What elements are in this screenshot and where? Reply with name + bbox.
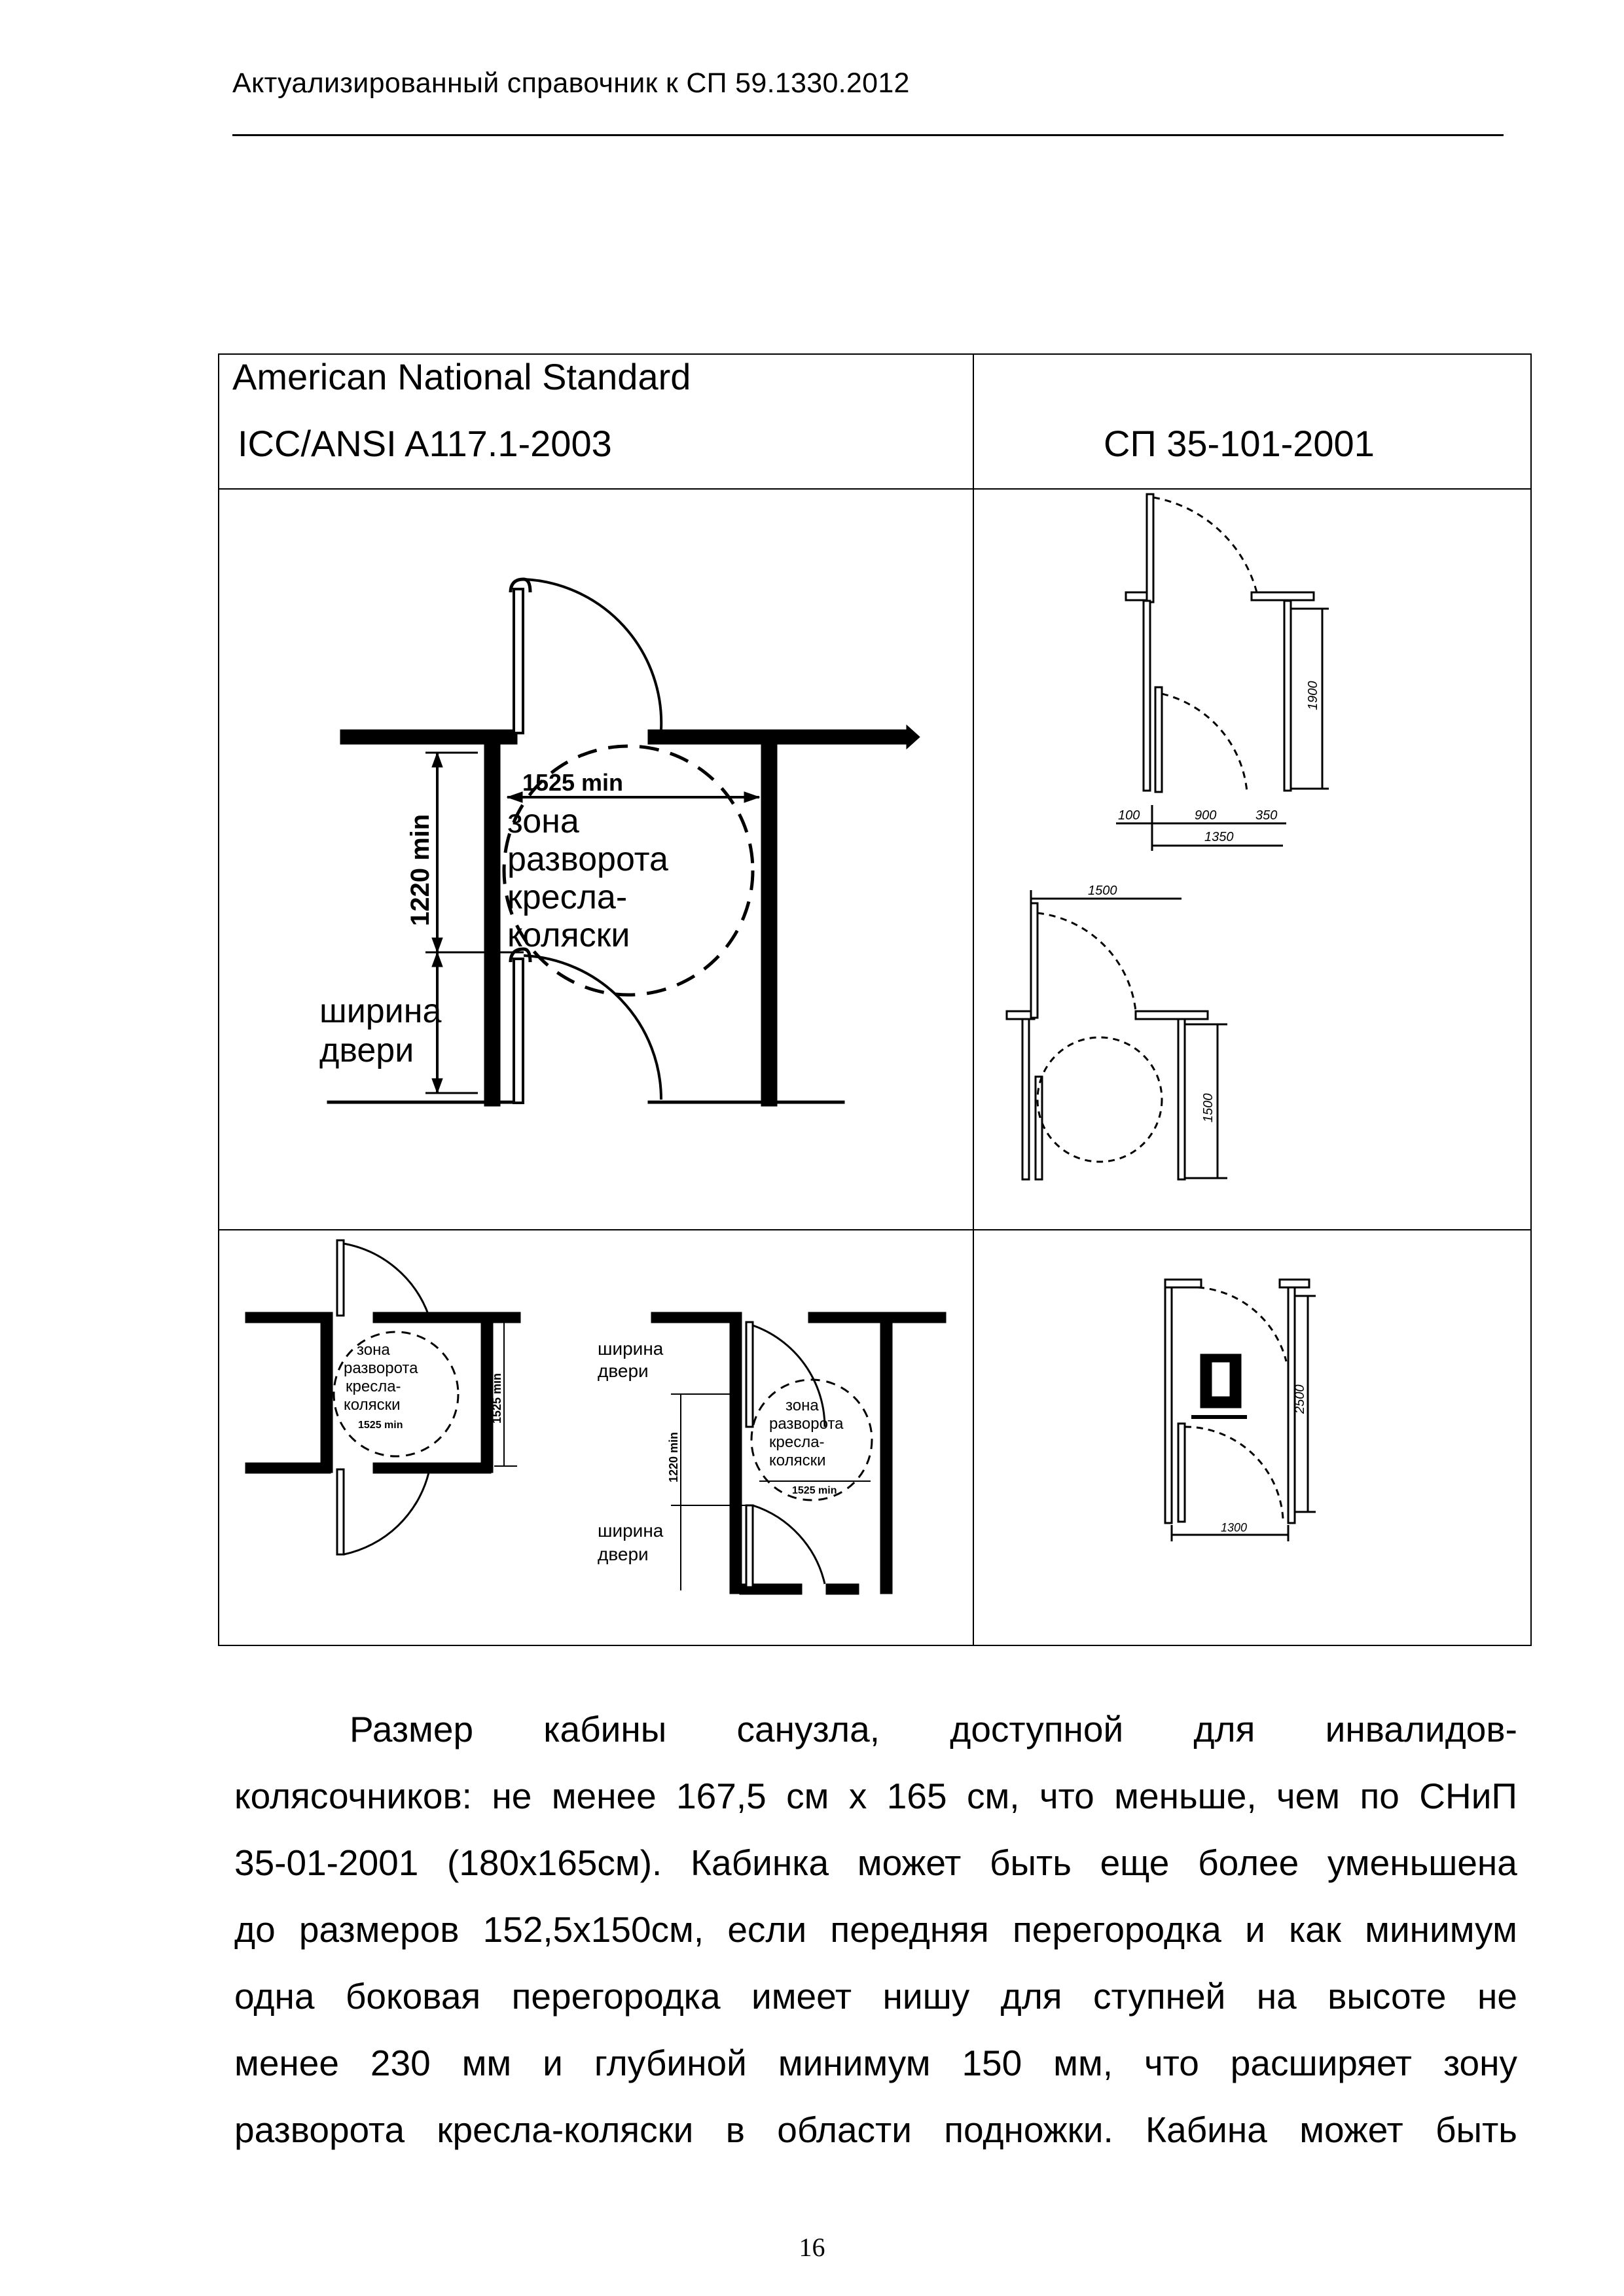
sp-bottom-dim-1300: 1300 [1221,1521,1248,1534]
col2-header: СП 35-101-2001 [1104,423,1375,464]
turn-zone-l4: коляски [507,916,630,954]
turn-zone-l1: зона [507,802,579,840]
sp-top-plan [1116,494,1329,851]
sp-middle-plan [1007,890,1227,1179]
sp-top-dim-1900: 1900 [1306,681,1320,710]
ansi-small-right-door-bottom-l1: ширина [598,1520,664,1541]
sp-top-dim-350: 350 [1255,808,1278,823]
body-paragraph [234,1709,1517,2170]
page-number: 16 [799,2233,825,2262]
sp-mid-dim-1500-v: 1500 [1201,1093,1216,1122]
ansi-small-left-zone-l1: зона [357,1341,390,1359]
turn-zone-l3: кресла- [507,878,628,916]
sp-top-dim-1350: 1350 [1204,830,1234,844]
ansi-small-right-dim-1525: 1525 min [792,1485,837,1496]
paragraph-line-3: 35-01-2001 (180х165см). Кабинка может быть еще более уменьшена [234,1842,1517,1883]
door-width-l2: двери [319,1031,414,1069]
dim-1220-label: 1220 min [406,814,435,926]
paragraph-line-2: колясочников: не менее 167,5 см х 165 см, что меньше, чем по СНиП [234,1776,1517,1816]
ansi-small-left-zone-l4: коляски [344,1396,401,1414]
col1-header-line1: American National Standard [232,356,691,397]
sp-top-dim-100: 100 [1118,808,1140,823]
ansi-small-right-zone-l1: зона [785,1397,819,1414]
sp-top-dim-900: 900 [1195,808,1217,823]
ansi-small-right-door-bottom-l2: двери [598,1544,649,1564]
ansi-small-left-zone-l3: кресла- [346,1378,401,1395]
ansi-small-left-dim-1525-v: 1525 min [490,1372,503,1424]
dim-1525-label: 1525 min [522,769,624,796]
ansi-small-right-dim-1220: 1220 min [667,1431,680,1482]
turn-zone-l2: разворота [507,840,668,878]
door-width-l1: ширина [319,992,442,1030]
col1-header-line2: ICC/ANSI A117.1-2003 [238,423,612,464]
paragraph-line-4: до размеров 152,5х150см, если передняя перегородка и как минимум [234,1909,1517,1950]
paragraph-line-6: менее 230 мм и глубиной минимум 150 мм, что расширяет зону [234,2043,1517,2083]
ansi-small-right-door-top-l1: ширина [598,1338,664,1359]
ansi-small-left-dim-1525: 1525 min [358,1420,403,1431]
paragraph-line-7: разворота кресла-коляски в области подножки. Кабина может быть [234,2109,1517,2150]
paragraph-line-5: одна боковая перегородка имеет нишу для ступней на высоте не [234,1976,1517,2017]
sp-bottom-dim-2500: 2500 [1293,1384,1307,1414]
ansi-small-right-zone-l3: кресла- [769,1433,825,1451]
ansi-small-right-door-top-l2: двери [598,1361,649,1381]
ansi-small-right-zone-l4: коляски [769,1452,826,1469]
ansi-small-left-zone-l2: разворота [344,1359,418,1377]
ansi-small-right-zone-l2: разворота [769,1415,844,1433]
running-header: Актуализированный справочник к СП 59.1330.2012 [232,67,910,99]
sp-mid-dim-1500-h: 1500 [1088,884,1117,898]
paragraph-line-1: Размер кабины санузла, доступной для инвалидов- [350,1709,1517,1749]
